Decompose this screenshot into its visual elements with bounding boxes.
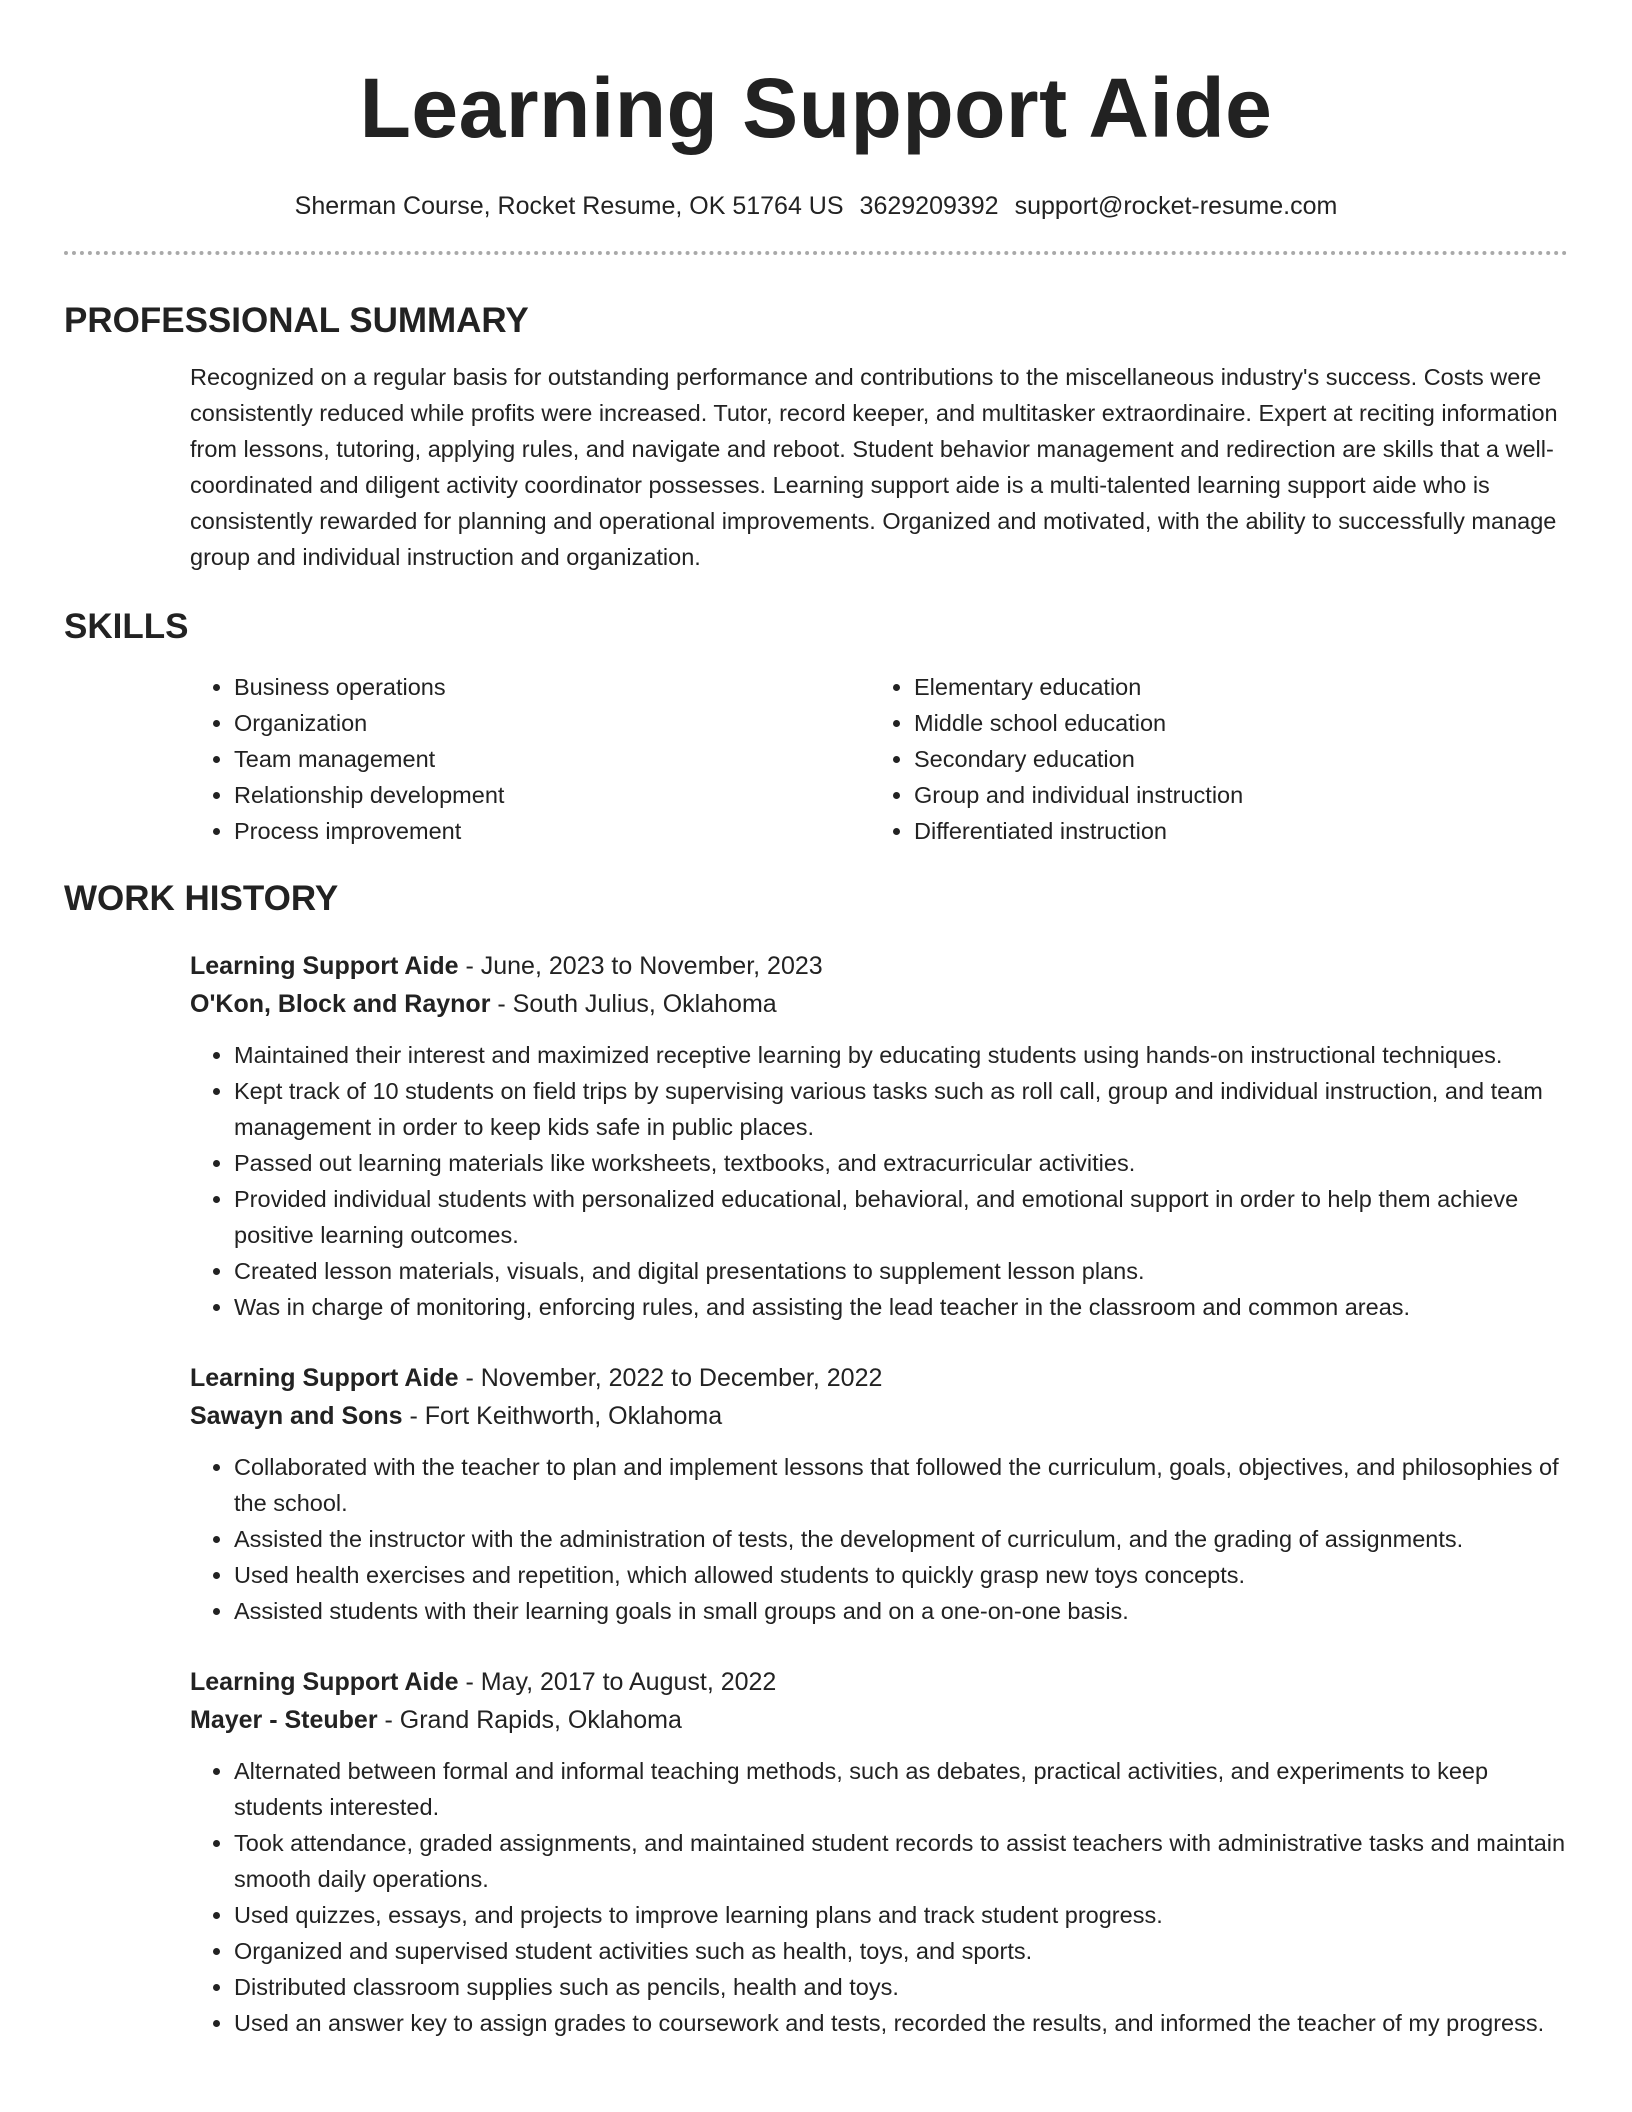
summary-text: Recognized on a regular basis for outstanding performance and contributions to the miscellaneous industry's success. Costs were consistently reduced while profits were increased. Tutor, record keeper, and multitasker extraordinaire. Expert at reciting information from lessons, tutoring, applying rules, and navigate and reboot. Student behavior management and redirection are skills that a well-coordinated and diligent activity coordinator possesses. Learning support aide is a multi-talented learning support aide who is consistently rewarded for planning and operational improvements. Organized and motivated, with the ability to successfully manage group and individual instruction and organization.: [190, 364, 1558, 570]
job-entry: [190, 1663, 1568, 2041]
job-role: Learning Support Aide: [190, 952, 459, 980]
job-company-line: [190, 1397, 1568, 1435]
skill-item: • Organization: [234, 705, 870, 741]
job-duty: • Alternated between formal and informal teaching methods, such as debates, practical activities, and experiments to keep students interested.: [234, 1753, 1568, 1825]
job-company-line: [190, 985, 1568, 1023]
job-duty: • Used health exercises and repetition, which allowed students to quickly grasp new toys concepts.: [234, 1557, 1568, 1593]
skill-item: • Process improvement: [234, 813, 870, 849]
job-duty: • Organized and supervised student activities such as health, toys, and sports.: [234, 1933, 1568, 1969]
job-duty: • Collaborated with the teacher to plan and implement lessons that followed the curriculum, goals, objectives, and philosophies of the school.: [234, 1449, 1568, 1521]
job-duty: • Distributed classroom supplies such as pencils, health and toys.: [234, 1969, 1568, 2005]
skill-item: • Differentiated instruction: [914, 813, 1550, 849]
skill-item: • Middle school education: [914, 705, 1550, 741]
header-divider: [64, 251, 1568, 255]
skill-item: • Team management: [234, 741, 870, 777]
job-dates: - May, 2017 to August, 2022: [458, 1668, 777, 1696]
work-history-heading: WORK HISTORY: [64, 879, 339, 918]
skills-list-right: [870, 669, 1550, 849]
job-duty: • Passed out learning materials like worksheets, textbooks, and extracurricular activities.: [234, 1145, 1568, 1181]
contact-address: Sherman Course, Rocket Resume, OK 51764 US: [294, 192, 844, 220]
job-duty: • Assisted students with their learning goals in small groups and on a one-on-one basis.: [234, 1593, 1568, 1629]
job-title-line: [190, 947, 1568, 985]
job-duties-list: [190, 1449, 1568, 1629]
skills-list-left: [190, 669, 870, 849]
job-duty: • Maintained their interest and maximized receptive learning by educating students using hands-on instructional techniques.: [234, 1037, 1568, 1073]
skill-item: • Elementary education: [914, 669, 1550, 705]
skill-item: • Secondary education: [914, 741, 1550, 777]
job-duties-list: [190, 1753, 1568, 2041]
job-duty: • Created lesson materials, visuals, and digital presentations to supplement lesson plans.: [234, 1253, 1568, 1289]
job-duty: • Took attendance, graded assignments, and maintained student records to assist teachers with administrative tasks and maintain smooth daily operations.: [234, 1825, 1568, 1897]
job-role: Learning Support Aide: [190, 1668, 459, 1696]
job-dates: - June, 2023 to November, 2023: [458, 952, 823, 980]
contact-phone: 3629209392: [859, 192, 999, 220]
skills-columns: [190, 669, 1568, 849]
job-location: - South Julius, Oklahoma: [490, 990, 777, 1018]
job-company: Mayer - Steuber: [190, 1706, 378, 1734]
job-entry: [190, 1359, 1568, 1629]
job-title-line: [190, 1359, 1568, 1397]
professional-summary-heading: PROFESSIONAL SUMMARY: [64, 301, 529, 340]
job-entry: [190, 947, 1568, 1325]
job-role: Learning Support Aide: [190, 1364, 459, 1392]
job-dates: - November, 2022 to December, 2022: [458, 1364, 883, 1392]
skills-body: [64, 669, 1568, 849]
job-duties-list: [190, 1037, 1568, 1325]
candidate-name: Learning Support Aide: [359, 61, 1273, 155]
job-duty: • Provided individual students with personalized educational, behavioral, and emotional support in order to help them achieve positive learning outcomes.: [234, 1181, 1568, 1253]
job-title-line: [190, 1663, 1568, 1701]
job-company: Sawayn and Sons: [190, 1402, 403, 1430]
job-location: - Fort Keithworth, Oklahoma: [402, 1402, 723, 1430]
job-location: - Grand Rapids, Oklahoma: [377, 1706, 682, 1734]
job-company: O'Kon, Block and Raynor: [190, 990, 491, 1018]
work-history-body: [64, 947, 1568, 2041]
job-company-line: [190, 1701, 1568, 1739]
professional-summary-body: [64, 359, 1568, 575]
contact-email: support@rocket-resume.com: [1014, 192, 1338, 220]
skill-item: • Group and individual instruction: [914, 777, 1550, 813]
skill-item: • Relationship development: [234, 777, 870, 813]
job-duty: • Was in charge of monitoring, enforcing rules, and assisting the lead teacher in the classroom and common areas.: [234, 1289, 1568, 1325]
job-duty: • Kept track of 10 students on field trips by supervising various tasks such as roll call, group and individual instruction, and team management in order to keep kids safe in public places.: [234, 1073, 1568, 1145]
job-duty: • Used an answer key to assign grades to coursework and tests, recorded the results, and informed the teacher of my progress.: [234, 2005, 1568, 2041]
job-duty: • Assisted the instructor with the administration of tests, the development of curriculum, and the grading of assignments.: [234, 1521, 1568, 1557]
skills-heading: SKILLS: [64, 607, 189, 646]
skill-item: • Business operations: [234, 669, 870, 705]
job-duty: • Used quizzes, essays, and projects to improve learning plans and track student progress.: [234, 1897, 1568, 1933]
contact-line: [64, 190, 1568, 222]
